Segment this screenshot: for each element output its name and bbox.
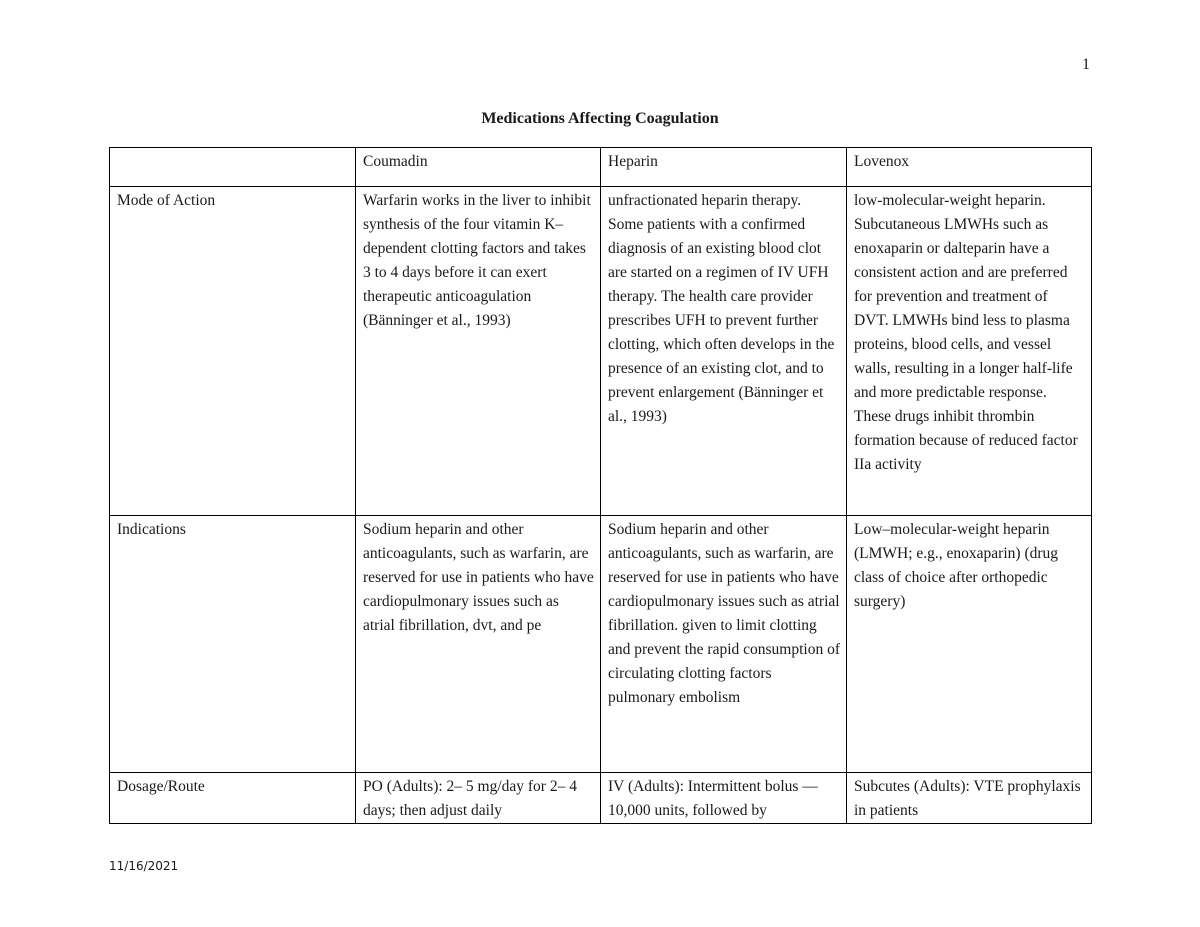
header-cell-lovenox: Lovenox (847, 148, 1092, 187)
page-number: 1 (1082, 56, 1090, 73)
table-row-mode-of-action (110, 187, 1092, 516)
cell-lovenox-dosage: Subcutes (Adults): VTE prophylaxis in patients (847, 773, 1092, 824)
document-title: Medications Affecting Coagulation (481, 110, 719, 127)
row-label-dosage-route: Dosage/Route (110, 773, 356, 824)
medications-table (109, 147, 1092, 824)
table-header-row (110, 148, 1092, 187)
table-row-dosage-route (110, 773, 1092, 824)
cell-lovenox-indications: Low–molecular-weight heparin (LMWH; e.g., enoxaparin) (drug class of choice after orthopedic surgery) (847, 516, 1092, 773)
header-cell-coumadin: Coumadin (356, 148, 601, 187)
header-cell-heparin: Heparin (601, 148, 847, 187)
cell-heparin-mode: unfractionated heparin therapy. Some patients with a confirmed diagnosis of an existing blood clot are started on a regimen of IV UFH therapy. The health care provider prescribes UFH to prevent further clotting, which often develops in the presence of an existing clot, and to prevent enlargement (Bänninger et al., 1993) (601, 187, 847, 516)
table-row-indications (110, 516, 1092, 773)
cell-lovenox-mode: low-molecular-weight heparin. Subcutaneous LMWHs such as enoxaparin or dalteparin have a consistent action and are preferred for prevention and treatment of DVT. LMWHs bind less to plasma proteins, blood cells, and vessel walls, resulting in a longer half-life and more predictable response. These drugs inhibit thrombin formation because of reduced factor IIa activity (847, 187, 1092, 516)
footer-date: 11/16/2021 (109, 859, 179, 873)
cell-coumadin-indications: Sodium heparin and other anticoagulants, such as warfarin, are reserved for use in patients who have cardiopulmonary issues such as atrial fibrillation, dvt, and pe (356, 516, 601, 773)
cell-heparin-indications: Sodium heparin and other anticoagulants, such as warfarin, are reserved for use in patients who have cardiopulmonary issues such as atrial fibrillation. given to limit clotting and prevent the rapid consumption of circulating clotting factors pulmonary embolism (601, 516, 847, 773)
row-label-mode-of-action: Mode of Action (110, 187, 356, 516)
cell-coumadin-dosage: PO (Adults): 2– 5 mg/day for 2– 4 days; then adjust daily (356, 773, 601, 824)
header-cell-empty (110, 148, 356, 187)
cell-heparin-dosage: IV (Adults): Intermittent bolus — 10,000 units, followed by (601, 773, 847, 824)
row-label-indications: Indications (110, 516, 356, 773)
cell-coumadin-mode: Warfarin works in the liver to inhibit synthesis of the four vitamin K–dependent clotting factors and takes 3 to 4 days before it can exert therapeutic anticoagulation (Bänninger et al., 1993) (356, 187, 601, 516)
